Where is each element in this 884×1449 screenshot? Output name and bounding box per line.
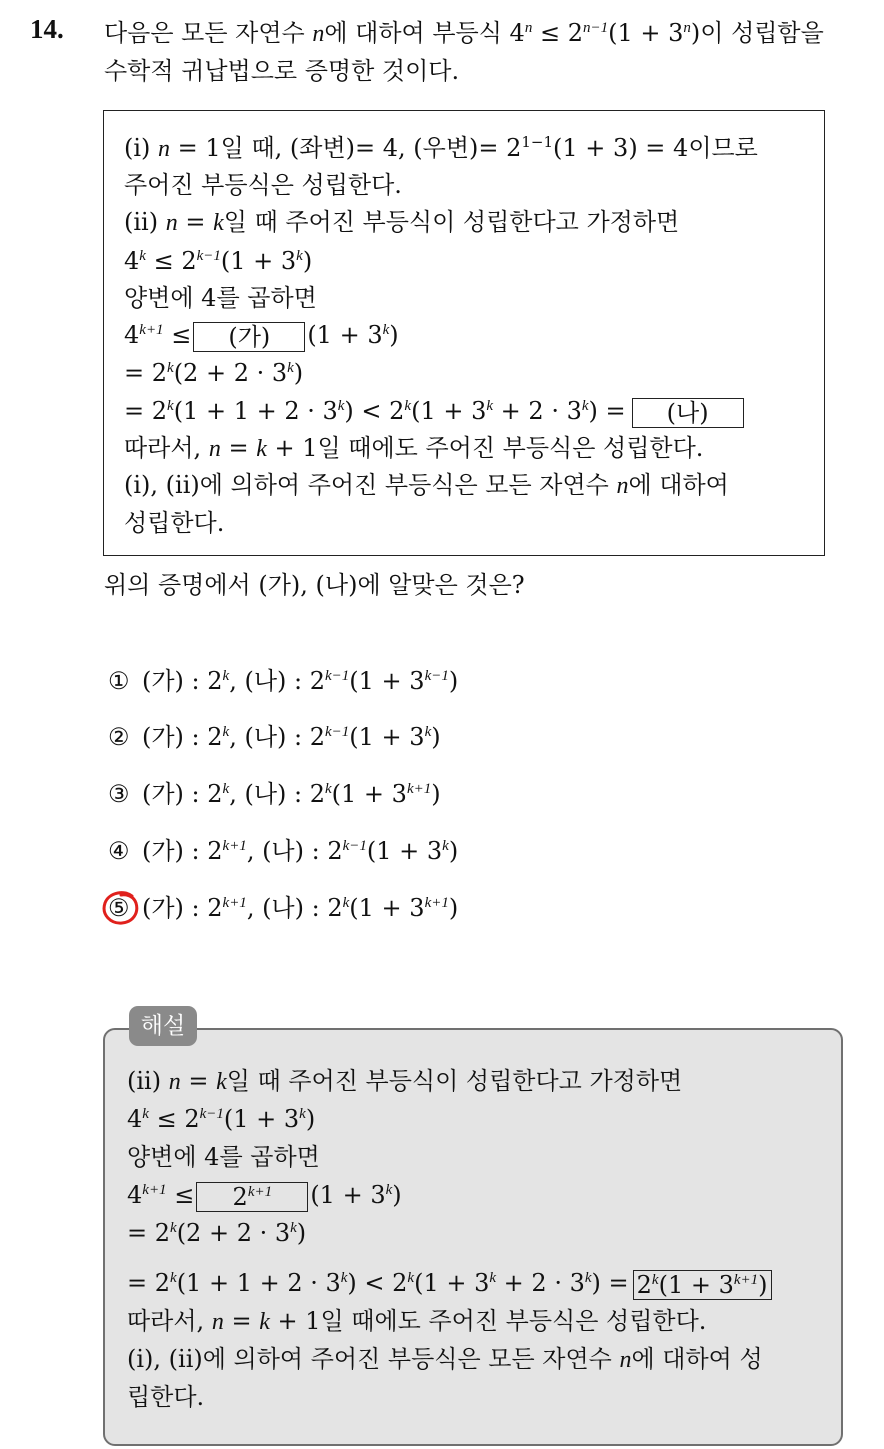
t: 2	[232, 1182, 248, 1211]
t: ) < 2	[347, 1269, 408, 1297]
sup: k+1	[222, 838, 247, 854]
t: (1 + 1 + 2 · 3	[176, 1269, 341, 1297]
t: (1 + 3) = 4이므로	[553, 134, 758, 162]
t: 4	[124, 321, 140, 349]
t: =	[177, 208, 214, 236]
sup: k	[407, 1270, 415, 1286]
sup: k−1	[325, 724, 350, 740]
sup: k	[299, 1106, 306, 1122]
t: ≤ 2	[145, 247, 197, 275]
question-prompt: 위의 증명에서 (가), (나)에 알맞은 것은?	[104, 571, 525, 599]
sup: k	[385, 1182, 393, 1198]
sup: k−1	[424, 668, 449, 684]
proof-line-11: 성립한다.	[124, 509, 225, 537]
solution-line-5	[127, 1216, 306, 1250]
solution-line-8	[127, 1342, 763, 1377]
t: )	[448, 837, 459, 865]
sup: k+1	[139, 322, 164, 338]
solution-line-2	[127, 1102, 315, 1136]
t: , (나) : 2	[229, 780, 325, 808]
sup: k	[651, 1271, 659, 1288]
answer-box-na	[633, 1270, 772, 1300]
sup: k	[167, 398, 174, 414]
sup: k−1	[196, 248, 221, 264]
t: , (나) : 2	[229, 667, 325, 695]
t: (가) : 2	[142, 667, 223, 695]
t: ) =	[588, 397, 626, 425]
t: ≤	[163, 321, 192, 349]
sup: k−1	[325, 668, 350, 684]
proof-line-7	[124, 356, 303, 390]
sup: k	[382, 322, 390, 338]
var-n: n	[312, 21, 325, 47]
t: (1 + 3	[349, 723, 425, 751]
sup: k	[296, 248, 303, 264]
t: (1 + 3	[414, 1269, 490, 1297]
var-n: n	[211, 1309, 224, 1335]
t: (ii)	[124, 208, 166, 236]
sup: k	[170, 1220, 177, 1236]
solution-line-6	[127, 1266, 774, 1300]
proof-line-6	[124, 318, 399, 352]
t: )	[305, 1105, 316, 1133]
t: (가) : 2	[142, 894, 223, 922]
sup: k	[340, 1270, 348, 1286]
sup: k	[424, 724, 432, 740]
sup: k	[325, 781, 332, 797]
t: (가) : 2	[142, 780, 223, 808]
sup: k	[584, 1270, 592, 1286]
proof-line-5: 양변에 4를 곱하면	[124, 284, 317, 312]
proof-line-10	[124, 468, 729, 503]
q-math: )	[690, 19, 701, 47]
t: =	[180, 1067, 217, 1095]
sup: k	[489, 1270, 497, 1286]
sup: k	[442, 838, 449, 854]
t: = 2	[124, 359, 168, 387]
choice-number: ④	[108, 837, 130, 865]
blank-ga: (가)	[193, 322, 305, 352]
question-line-2: 수학적 귀납법으로 증명한 것이다.	[104, 57, 460, 85]
t: + 1일 때에도 주어진 부등식은 성립한다.	[266, 434, 704, 462]
solution-line-7	[127, 1304, 706, 1339]
proof-line-3	[124, 205, 679, 240]
var-k: k	[216, 1069, 227, 1095]
t: (i), (ii)에 의하여 주어진 부등식은 모든 자연수	[127, 1345, 620, 1373]
t: (i)	[124, 134, 159, 162]
var-n: n	[616, 473, 629, 499]
var-n: n	[168, 1069, 181, 1095]
var-n: n	[619, 1347, 632, 1373]
t: + 1일 때에도 주어진 부등식은 성립한다.	[269, 1307, 707, 1335]
t: ≤ 2	[148, 1105, 200, 1133]
sup: k+1	[247, 1183, 273, 1200]
t: )	[293, 359, 304, 387]
t: (ii)	[127, 1067, 169, 1095]
t: (1 + 3	[307, 321, 383, 349]
sup: k+1	[733, 1271, 759, 1288]
sup: k	[139, 248, 146, 264]
t: )	[448, 667, 459, 695]
choice-5[interactable]	[108, 891, 458, 925]
q-math: 4	[509, 19, 525, 47]
q-text: 에 대하여 부등식	[324, 19, 510, 47]
t: 4	[124, 247, 140, 275]
t: (1 + 3	[310, 1181, 386, 1209]
q-sup: n	[524, 20, 533, 36]
var-k: k	[256, 436, 267, 462]
var-n: n	[158, 136, 171, 162]
t: (1 + 3	[223, 1105, 300, 1133]
proof-line-4	[124, 244, 312, 278]
t: , (나) : 2	[246, 894, 343, 922]
t: 4	[127, 1105, 143, 1133]
sup: k	[222, 781, 230, 797]
t: )	[392, 1181, 402, 1209]
t: =	[223, 1307, 260, 1335]
t: 2	[636, 1270, 652, 1299]
solution-box	[103, 1028, 843, 1446]
question-number: 14.	[30, 14, 64, 44]
q-sup: n−1	[582, 20, 609, 36]
var-k: k	[259, 1309, 270, 1335]
sup: k−1	[342, 838, 367, 854]
sup: k	[222, 668, 230, 684]
t: )	[296, 1219, 307, 1247]
t: + 2 · 3	[496, 1269, 585, 1297]
t: ) < 2	[344, 397, 405, 425]
t: (2 + 2 · 3	[173, 359, 288, 387]
proof-line-2: 주어진 부등식은 성립한다.	[124, 171, 402, 199]
t: (i), (ii)에 의하여 주어진 부등식은 모든 자연수	[124, 471, 617, 499]
solution-line-9: 립한다.	[127, 1383, 205, 1411]
t: = 2	[127, 1219, 171, 1247]
sup: k	[337, 398, 345, 414]
t: = 2	[127, 1269, 171, 1297]
solution-tab: 해설	[129, 1006, 197, 1046]
q-text: 이 성립함을	[700, 19, 824, 47]
t: = 1일 때, (좌변)= 4, (우변)= 2	[170, 134, 522, 162]
t: , (나) : 2	[229, 723, 325, 751]
t: =	[220, 434, 257, 462]
sup: k+1	[424, 895, 449, 911]
t: , (나) : 2	[246, 837, 343, 865]
sup: k	[142, 1106, 149, 1122]
t: (1 + 1 + 2 · 3	[173, 397, 338, 425]
t: )	[758, 1270, 768, 1299]
var-k: k	[213, 210, 224, 236]
sup: k	[486, 398, 494, 414]
t: 따라서,	[124, 434, 209, 462]
choice-number: ②	[108, 723, 130, 751]
sup: k−1	[199, 1106, 224, 1122]
t: )	[431, 723, 441, 751]
var-n: n	[208, 436, 221, 462]
t: )	[431, 780, 441, 808]
choice-number: ⑤	[108, 894, 130, 922]
t: (1 + 3	[658, 1270, 734, 1299]
answer-box-ga	[196, 1182, 308, 1212]
solution-line-3: 양변에 4를 곱하면	[127, 1143, 320, 1171]
sup: k	[290, 1220, 297, 1236]
t: )	[302, 247, 313, 275]
proof-line-1	[124, 131, 758, 166]
answer-circle-mark	[101, 889, 141, 927]
blank-na: (나)	[632, 398, 744, 428]
choice-4[interactable]	[108, 834, 458, 868]
solution-line-1	[127, 1064, 682, 1099]
proof-line-9	[124, 431, 703, 466]
t: )	[389, 321, 399, 349]
q-math: ≤ 2	[532, 19, 583, 47]
q-math: (1 + 3	[608, 19, 684, 47]
sup: k	[581, 398, 589, 414]
sup: k	[170, 1270, 177, 1286]
choice-2[interactable]	[108, 720, 441, 754]
t: ≤	[166, 1181, 195, 1209]
t: 일 때 주어진 부등식이 성립한다고 가정하면	[223, 208, 680, 236]
sup: k+1	[142, 1182, 167, 1198]
t: (1 + 3	[366, 837, 443, 865]
t: )	[448, 894, 459, 922]
t: (1 + 3	[349, 667, 425, 695]
choice-1[interactable]	[108, 664, 458, 698]
choice-number: ①	[108, 667, 130, 695]
t: = 2	[124, 397, 168, 425]
sup: k	[222, 724, 230, 740]
t: + 2 · 3	[493, 397, 582, 425]
sup: 1−1	[521, 133, 554, 151]
t: 에 대하여	[628, 471, 729, 499]
choice-3[interactable]	[108, 777, 441, 811]
t: (1 + 3	[331, 780, 407, 808]
sup: k+1	[222, 895, 247, 911]
sup: k	[287, 360, 294, 376]
sup: k+1	[406, 781, 432, 797]
sup: k	[167, 360, 174, 376]
t: (2 + 2 · 3	[176, 1219, 291, 1247]
t: 따라서,	[127, 1307, 212, 1335]
q-text: 다음은 모든 자연수	[104, 19, 313, 47]
t: (1 + 3	[411, 397, 487, 425]
t: (가) : 2	[142, 837, 223, 865]
choice-number: ③	[108, 780, 130, 808]
q-sup: n	[683, 20, 691, 36]
t: (1 + 3	[220, 247, 297, 275]
sup: k	[342, 895, 350, 911]
t: (1 + 3	[349, 894, 425, 922]
proof-box	[103, 110, 825, 556]
t: 일 때 주어진 부등식이 성립한다고 가정하면	[226, 1067, 683, 1095]
proof-line-8	[124, 394, 746, 428]
solution-line-4	[127, 1178, 402, 1212]
t: 에 대하여 성	[631, 1345, 763, 1373]
question-line-1	[104, 16, 824, 51]
t: 4	[127, 1181, 143, 1209]
var-n: n	[165, 210, 178, 236]
t: (가) : 2	[142, 723, 223, 751]
t: ) =	[591, 1269, 629, 1297]
sup: k	[404, 398, 412, 414]
